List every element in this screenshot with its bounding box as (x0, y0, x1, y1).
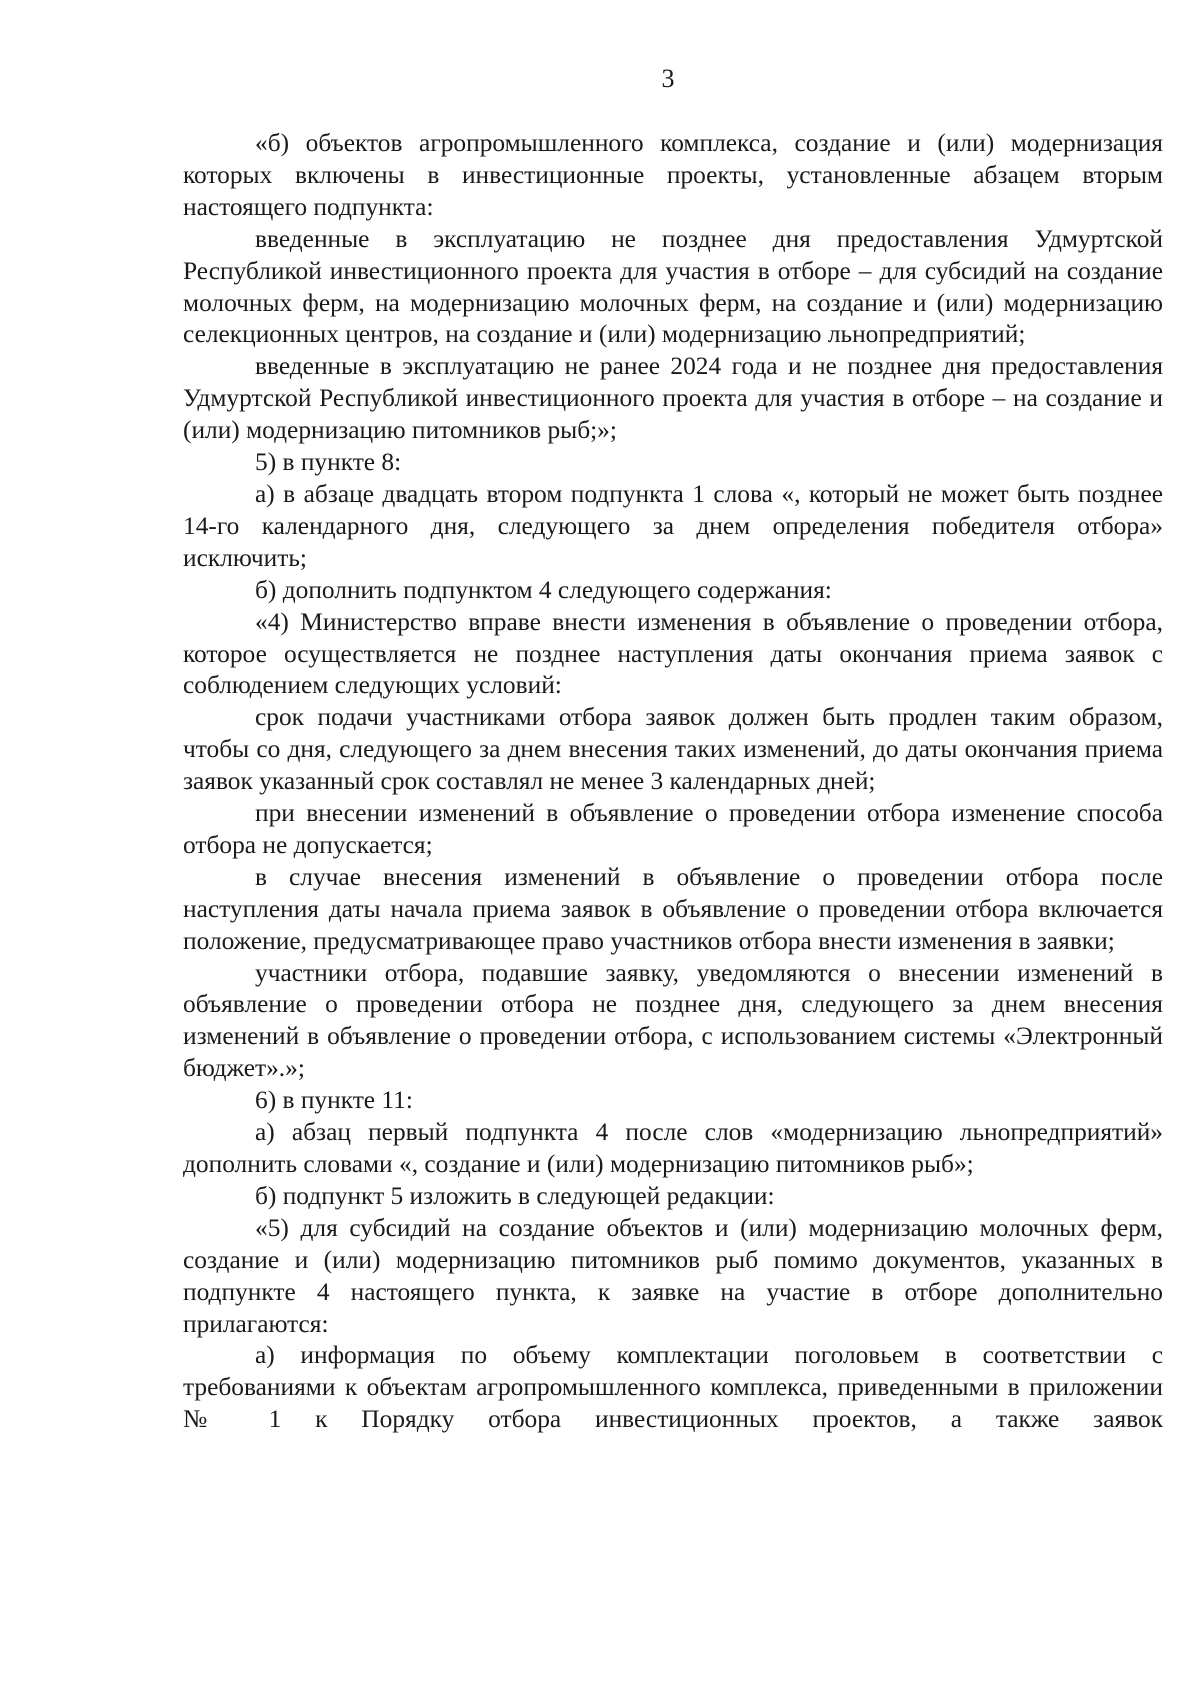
paragraph: 6) в пункте 11: (255, 1086, 413, 1115)
paragraph: срок подачи участниками отбора заявок должен быть продлен таким образом, чтобы со дня, следующего за днем внесения таких изменений, до даты окончания приема заявок указанный срок составлял не менее 3 календарных дней; (183, 703, 1163, 796)
paragraph: а) абзац первый подпункта 4 после слов «модернизацию льнопредприятий» дополнить словами «, создание и (или) модернизацию питомников рыб»; (183, 1118, 1163, 1178)
paragraph: а) в абзаце двадцать втором подпункта 1 слова «, который не может быть позднее 14-го календарного дня, следующего за днем определения победителя отбора» исключить; (183, 479, 1163, 572)
paragraph: 5) в пункте 8: (255, 448, 402, 477)
paragraph: «б) объектов агропромышленного комплекса, создание и (или) модернизация которых включены в инвестиционные проекты, установленные абзацем вторым настоящего подпункта: (183, 129, 1163, 221)
page-number: 3 (661, 64, 675, 93)
document-body (183, 128, 1163, 1436)
paragraph: введенные в эксплуатацию не ранее 2024 года и не позднее дня предоставления Удмуртской Республикой инвестиционного проекта для участия в отборе – на создание и (или) модернизацию питомников рыб;»; (183, 352, 1163, 445)
paragraph: а) информация по объему комплектации поголовьем в соответствии с требованиями к объектам агропромышленного комплекса, приведенными в приложении № 1 к Порядку отбора инвестиционных проектов, а также заявок (183, 1341, 1163, 1434)
paragraph: участники отбора, подавшие заявку, уведомляются о внесении изменений в объявление о проведении отбора не позднее дня, следующего за днем внесения изменений в объявление о проведении отбора, с использованием системы «Электронный бюджет».»; (183, 958, 1163, 1083)
paragraph: введенные в эксплуатацию не позднее дня предоставления Удмуртской Республикой инвестиционного проекта для участия в отборе – для субсидий на создание молочных ферм, на модернизацию молочных ферм, на создание и (или) модернизацию селекционных центров, на создание и (или) модернизацию льнопредприятий; (183, 224, 1163, 349)
paragraph: «4) Министерство вправе внести изменения в объявление о проведении отбора, которое осуществляется не позднее наступления даты окончания приема заявок с соблюдением следующих условий: (183, 607, 1163, 700)
paragraph: б) дополнить подпунктом 4 следующего содержания: (255, 575, 832, 604)
paragraph: б) подпункт 5 изложить в следующей редакции: (255, 1181, 775, 1210)
paragraph: «5) для субсидий на создание объектов и (или) модернизацию молочных ферм, создание и (или) модернизацию питомников рыб помимо документов, указанных в подпункте 4 настоящего пункта, к заявке на участие в отборе дополнительно прилагаются: (183, 1213, 1163, 1338)
paragraph: в случае внесения изменений в объявление о проведении отбора после наступления даты начала приема заявок в объявление о проведении отбора включается положение, предусматривающее право участников отбора внести изменения в заявки; (183, 862, 1163, 955)
paragraph: при внесении изменений в объявление о проведении отбора изменение способа отбора не допускается; (183, 799, 1163, 859)
